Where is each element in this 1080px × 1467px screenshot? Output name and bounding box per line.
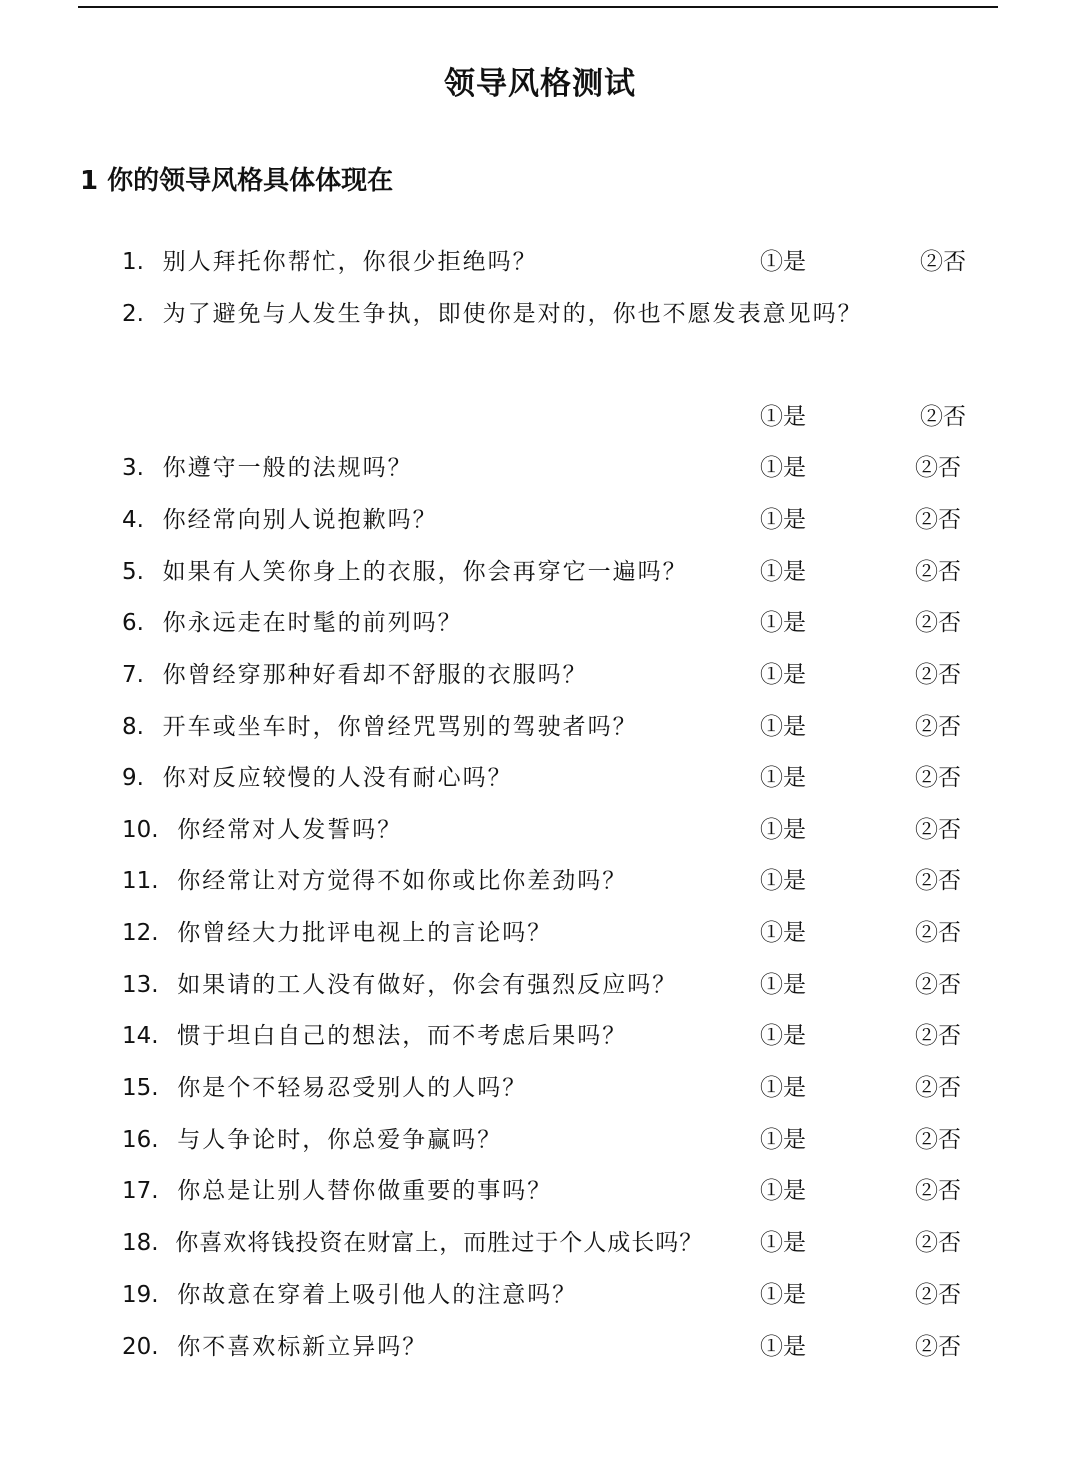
option-no[interactable]: ②否 bbox=[915, 817, 961, 843]
question-number: 11. bbox=[122, 868, 159, 894]
question-item bbox=[122, 919, 552, 947]
question-item bbox=[122, 1126, 502, 1154]
question-item bbox=[122, 971, 677, 999]
option-no[interactable]: ②否 bbox=[915, 868, 961, 894]
option-yes[interactable]: ①是 bbox=[760, 559, 806, 585]
option-no[interactable]: ②否 bbox=[915, 610, 961, 636]
question-text: 你总是让别人替你做重要的事吗？ bbox=[177, 1178, 553, 1204]
option-no[interactable]: ②否 bbox=[915, 1334, 961, 1360]
question-text: 你曾经穿那种好看却不舒服的衣服吗？ bbox=[162, 662, 588, 688]
question-item bbox=[122, 764, 513, 792]
question-item bbox=[122, 1022, 627, 1050]
question-text: 你遵守一般的法规吗？ bbox=[162, 455, 413, 481]
question-item bbox=[122, 1074, 527, 1102]
question-number: 6. bbox=[122, 610, 144, 636]
question-number: 7. bbox=[122, 662, 144, 688]
question-number: 5. bbox=[122, 559, 144, 585]
option-no[interactable]: ②否 bbox=[915, 1230, 961, 1256]
document-title: 领导风格测试 bbox=[444, 66, 636, 102]
option-yes[interactable]: ①是 bbox=[760, 1075, 806, 1101]
question-text: 你喜欢将钱投资在财富上，而胜过于个人成长吗？ bbox=[175, 1230, 704, 1256]
option-yes[interactable]: ①是 bbox=[760, 868, 806, 894]
question-item bbox=[122, 454, 413, 482]
option-no[interactable]: ②否 bbox=[915, 765, 961, 791]
option-yes[interactable]: ①是 bbox=[760, 1127, 806, 1153]
question-item bbox=[122, 1229, 703, 1257]
option-yes[interactable]: ①是 bbox=[760, 1178, 806, 1204]
question-number: 3. bbox=[122, 455, 144, 481]
option-no[interactable]: ②否 bbox=[915, 714, 961, 740]
question-number: 15. bbox=[122, 1075, 159, 1101]
question-item bbox=[122, 713, 638, 741]
option-yes[interactable]: ①是 bbox=[760, 455, 806, 481]
question-number: 20. bbox=[122, 1334, 159, 1360]
question-text: 你是个不轻易忍受别人的人吗？ bbox=[177, 1075, 528, 1101]
option-no[interactable]: ②否 bbox=[915, 507, 961, 533]
question-text: 你经常让对方觉得不如你或比你差劲吗？ bbox=[177, 868, 628, 894]
question-number: 1. bbox=[122, 249, 144, 275]
question-item bbox=[122, 300, 863, 328]
question-text: 开车或坐车时，你曾经咒骂别的驾驶者吗？ bbox=[162, 714, 638, 740]
option-no[interactable]: ②否 bbox=[915, 1178, 961, 1204]
question-number: 12. bbox=[122, 920, 159, 946]
option-no[interactable]: ②否 bbox=[915, 1075, 961, 1101]
question-text: 别人拜托你帮忙，你很少拒绝吗？ bbox=[162, 249, 538, 275]
question-number: 2. bbox=[122, 301, 144, 327]
question-item bbox=[122, 661, 588, 689]
option-no[interactable]: ②否 bbox=[920, 404, 966, 430]
option-yes[interactable]: ①是 bbox=[760, 1230, 806, 1256]
question-text: 你故意在穿着上吸引他人的注意吗？ bbox=[177, 1282, 578, 1308]
option-yes[interactable]: ①是 bbox=[760, 765, 806, 791]
question-text: 如果有人笑你身上的衣服，你会再穿它一遍吗？ bbox=[162, 559, 688, 585]
option-no[interactable]: ②否 bbox=[915, 1127, 961, 1153]
option-no[interactable]: ②否 bbox=[915, 1282, 961, 1308]
question-number: 16. bbox=[122, 1127, 159, 1153]
option-yes[interactable]: ①是 bbox=[760, 714, 806, 740]
option-no[interactable]: ②否 bbox=[915, 455, 961, 481]
question-text: 你经常向别人说抱歉吗？ bbox=[162, 507, 438, 533]
option-yes[interactable]: ①是 bbox=[760, 817, 806, 843]
question-text: 你不喜欢标新立异吗？ bbox=[177, 1334, 428, 1360]
option-yes[interactable]: ①是 bbox=[760, 249, 806, 275]
question-text: 你对反应较慢的人没有耐心吗？ bbox=[162, 765, 513, 791]
question-item bbox=[122, 816, 402, 844]
question-number: 8. bbox=[122, 714, 144, 740]
option-yes[interactable]: ①是 bbox=[760, 1334, 806, 1360]
question-item bbox=[122, 248, 538, 276]
question-number: 19. bbox=[122, 1282, 159, 1308]
question-number: 10. bbox=[122, 817, 159, 843]
option-yes[interactable]: ①是 bbox=[760, 610, 806, 636]
option-no[interactable]: ②否 bbox=[920, 249, 966, 275]
question-number: 18. bbox=[122, 1230, 159, 1256]
option-yes[interactable]: ①是 bbox=[760, 920, 806, 946]
question-number: 14. bbox=[122, 1023, 159, 1049]
question-text: 惯于坦白自己的想法，而不考虑后果吗？ bbox=[177, 1023, 628, 1049]
section-heading: 1 你的领导风格具体体现在 bbox=[80, 166, 394, 196]
question-item bbox=[122, 506, 438, 534]
question-item bbox=[122, 867, 627, 895]
option-no[interactable]: ②否 bbox=[915, 972, 961, 998]
question-number: 17. bbox=[122, 1178, 159, 1204]
question-text: 与人争论时，你总爱争赢吗？ bbox=[177, 1127, 503, 1153]
option-yes[interactable]: ①是 bbox=[760, 1023, 806, 1049]
option-no[interactable]: ②否 bbox=[915, 1023, 961, 1049]
option-yes[interactable]: ①是 bbox=[760, 1282, 806, 1308]
option-no[interactable]: ②否 bbox=[915, 559, 961, 585]
option-no[interactable]: ②否 bbox=[915, 662, 961, 688]
question-text: 为了避免与人发生争执，即使你是对的，你也不愿发表意见吗？ bbox=[162, 301, 863, 327]
question-item bbox=[122, 609, 463, 637]
question-item bbox=[122, 1281, 577, 1309]
question-text: 如果请的工人没有做好，你会有强烈反应吗？ bbox=[177, 972, 678, 998]
option-yes[interactable]: ①是 bbox=[760, 972, 806, 998]
question-text: 你永远走在时髦的前列吗？ bbox=[162, 610, 463, 636]
question-number: 13. bbox=[122, 972, 159, 998]
question-text: 你曾经大力批评电视上的言论吗？ bbox=[177, 920, 553, 946]
option-no[interactable]: ②否 bbox=[915, 920, 961, 946]
question-number: 9. bbox=[122, 765, 144, 791]
question-text: 你经常对人发誓吗？ bbox=[177, 817, 403, 843]
option-yes[interactable]: ①是 bbox=[760, 404, 806, 430]
question-item bbox=[122, 1177, 552, 1205]
question-item bbox=[122, 1333, 427, 1361]
option-yes[interactable]: ①是 bbox=[760, 662, 806, 688]
option-yes[interactable]: ①是 bbox=[760, 507, 806, 533]
question-number: 4. bbox=[122, 507, 144, 533]
question-item bbox=[122, 558, 688, 586]
